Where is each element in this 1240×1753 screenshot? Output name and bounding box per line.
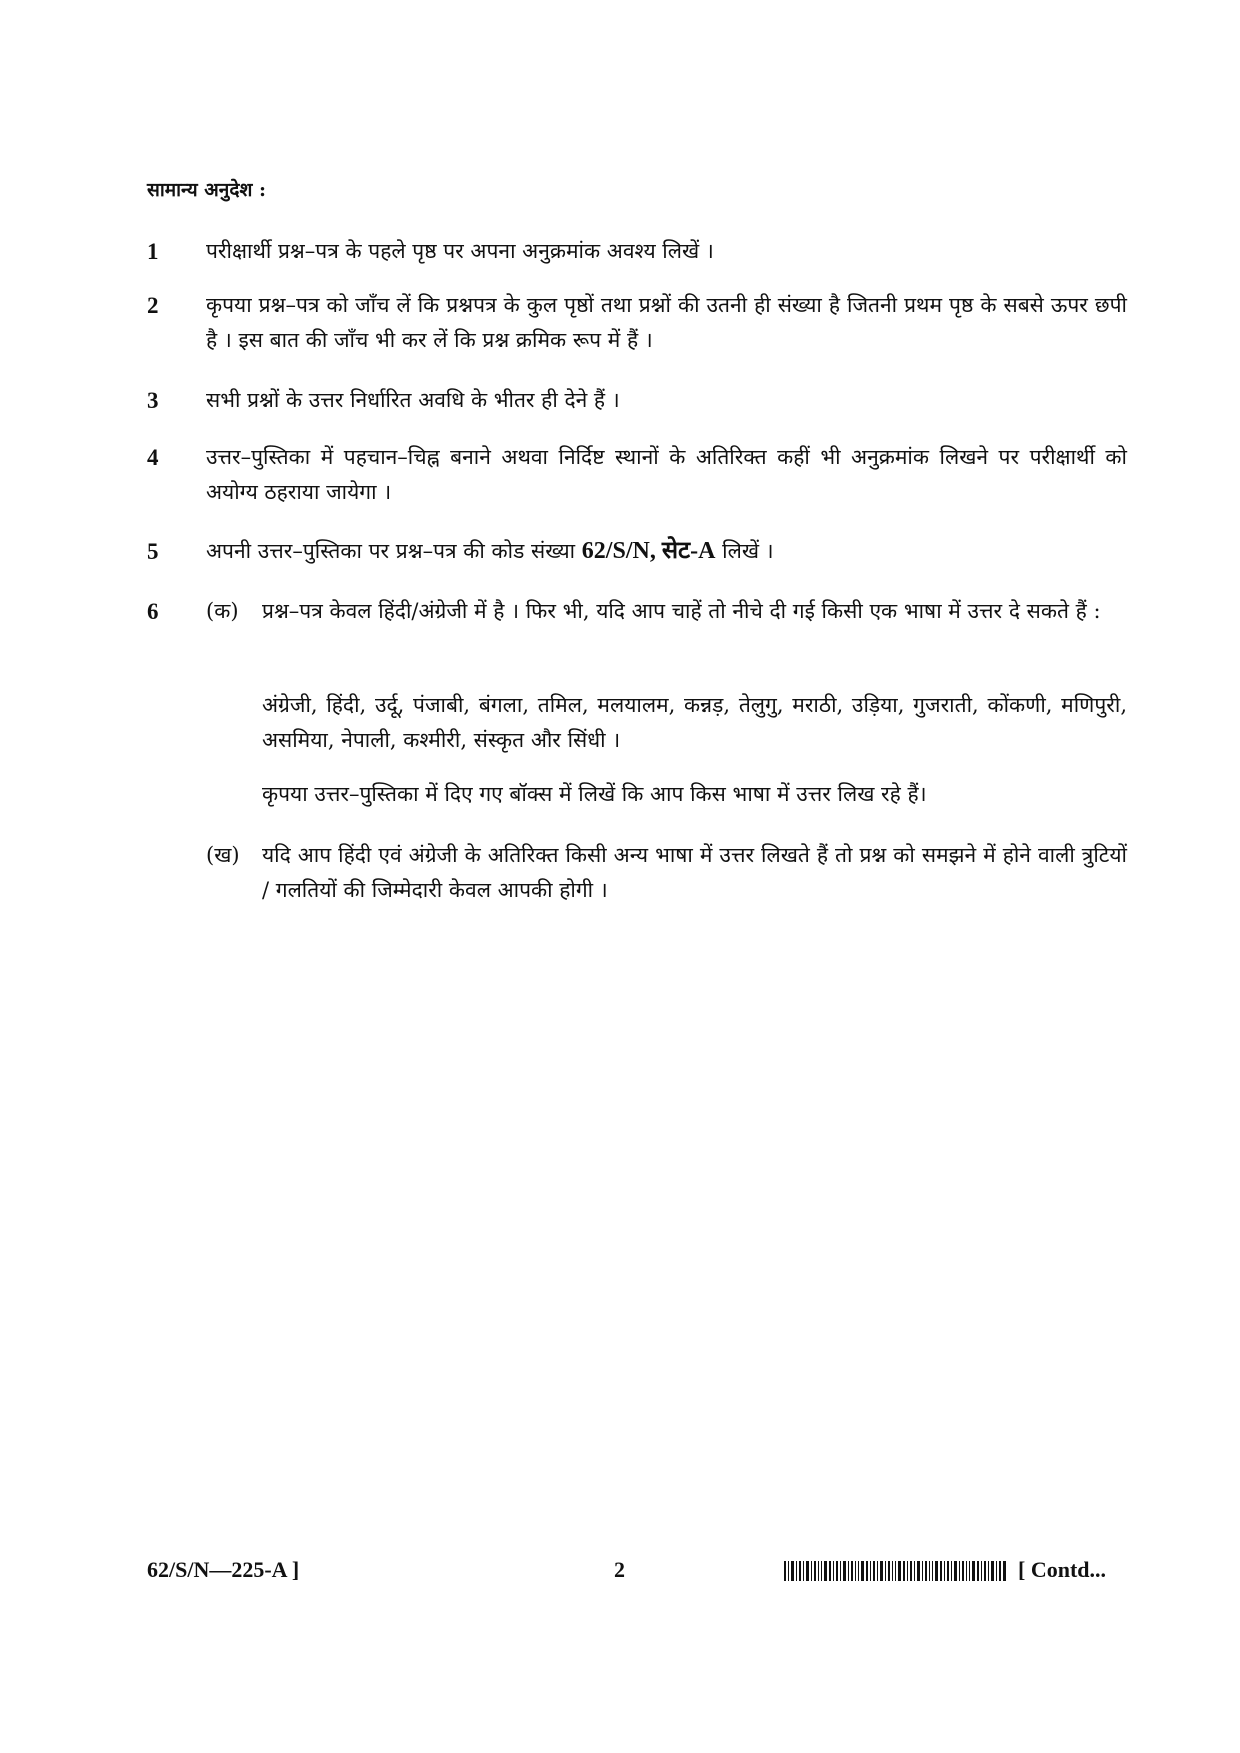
paper-code-highlight: 62/S/N, सेट-A	[581, 538, 716, 564]
item-text: परीक्षार्थी प्रश्न–पत्र के पहले पृष्ठ पर अपना अनुक्रमांक अवश्य लिखें ।	[206, 239, 714, 263]
instruction-item-4	[147, 440, 1127, 510]
item-text: कृपया प्रश्न–पत्र को जाँच लें कि प्रश्नपत्र के कुल पृष्ठों तथा प्रश्नों की उतनी ही संख्या है जितनी प्रथम पृष्ठ के सबसे ऊपर छपी है । इस बात की जाँच भी कर लें कि प्रश्न क्रमिक रूप में हैं ।	[206, 293, 1127, 352]
item-5-text-after: लिखें ।	[722, 539, 774, 563]
general-instructions-heading: सामान्य अनुदेश :	[147, 179, 266, 201]
item-text: सभी प्रश्नों के उत्तर निर्धारित अवधि के भीतर ही देने हैं ।	[206, 388, 620, 412]
instruction-item-1	[147, 234, 1127, 269]
item-text	[206, 534, 1127, 569]
item-text: उत्तर–पुस्तिका में पहचान–चिह्न बनाने अथवा निर्दिष्ट स्थानों के अतिरिक्त कहीं भी अनुक्रमांक लिखने पर परीक्षार्थी को अयोग्य ठहराया जायेगा ।	[206, 445, 1127, 504]
instruction-item-5	[147, 534, 1127, 569]
footer-contd: [ Contd...	[1018, 1557, 1107, 1582]
instruction-item-3	[147, 383, 1127, 418]
item-5-text-before: अपनी उत्तर–पुस्तिका पर प्रश्न–पत्र की कोड संख्या	[206, 539, 576, 563]
item-number: 3	[147, 388, 159, 413]
item-number: 4	[147, 445, 159, 470]
box-language-note: कृपया उत्तर–पुस्तिका में दिए गए बॉक्स में लिखें कि आप किस भाषा में उत्तर लिख रहे हैं।	[262, 782, 927, 806]
barcode-icon	[784, 1561, 1006, 1581]
item-6-part-b	[206, 838, 1127, 908]
item-number: 5	[147, 539, 159, 564]
item-number: 1	[147, 239, 159, 264]
item-number: 2	[147, 293, 159, 318]
part-b-text: यदि आप हिंदी एवं अंग्रेजी के अतिरिक्त किसी अन्य भाषा में उत्तर लिखते हैं तो प्रश्न को समझने में होने वाली त्रुटियों / गलतियों की जिम्मेदारी केवल आपकी होगी ।	[262, 843, 1127, 902]
part-a-text: प्रश्न–पत्र केवल हिंदी/अंग्रेजी में है । फिर भी, यदि आप चाहें तो नीचे दी गई किसी एक भाषा में उत्तर दे सकते हैं :	[262, 599, 1101, 623]
footer-page-number: 2	[614, 1557, 625, 1582]
item-6-part-a	[206, 594, 1127, 629]
part-b-mark: (ख)	[206, 843, 240, 867]
part-a-mark: (क)	[206, 599, 239, 623]
item-number: 6	[147, 599, 159, 624]
language-list: अंग्रेजी, हिंदी, उर्दू, पंजाबी, बंगला, तमिल, मलयालम, कन्नड़, तेलुगु, मराठी, उड़िया, गुजराती, कोंकणी, मणिपुरी, असमिया, नेपाली, कश्मीरी, संस्कृत और सिंधी ।	[262, 693, 1127, 752]
footer-paper-code: 62/S/N—225-A ]	[147, 1557, 300, 1582]
instruction-item-2	[147, 288, 1127, 358]
